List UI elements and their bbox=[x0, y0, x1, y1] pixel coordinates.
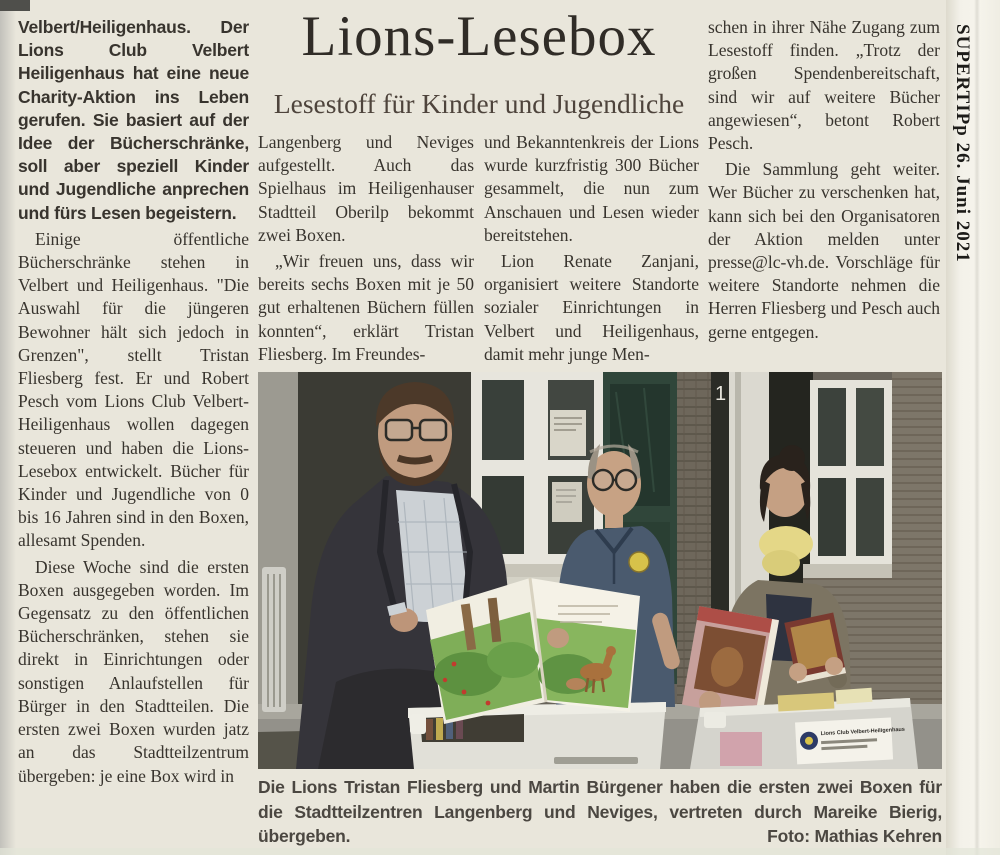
article-photo bbox=[258, 372, 942, 769]
body-paragraph: Einige öffentliche Bücherschränke stehen in Velbert und Heiligenhaus. "Die Auswahl für die jüngeren Bewohner hält sich jedoch in Grenzen", stellt Tristan Fliesberg fest. Er und Robert Pesch vom Lions Club Velbert-Heiligenhaus wollen dagegen steueren und haben die Lions-Lesebox entwickelt. Bücher für Kinder und Jugendliche von 0 bis 16 Jahren sind in den Boxen, allesamt Spenden. bbox=[18, 228, 249, 551]
body-paragraph: schen in ihrer Nähe Zugang zum Lesestoff finden. „Trotz der großen Spendenbereitschaft, sind wir auf weitere Bücher angewiesen“, betont Robert Pesch. bbox=[708, 17, 940, 154]
paper-crease bbox=[974, 0, 980, 855]
photo-credit: Foto: Mathias Kehren bbox=[757, 824, 942, 849]
caption-text: Die Lions Tristan Fliesberg und Martin Bürgener haben die ersten zwei Boxen für die Stadtteilzentren Langenberg und Neviges, vertreten durch Mareike Bierig, übergeben. bbox=[258, 777, 942, 846]
body-paragraph: Lion Renate Zanjani, organisiert weitere Standorte sozialer Einrichtungen in Velbert und Heiligenhaus, damit mehr junge Men- bbox=[484, 251, 699, 364]
photo-caption bbox=[258, 775, 942, 849]
text-column-4 bbox=[708, 16, 940, 373]
scan-bottom-edge bbox=[0, 848, 1000, 855]
railing bbox=[262, 567, 286, 712]
body-paragraph: Die Sammlung geht weiter. Wer Bücher zu verschenken hat, kann sich bei den Organisatoren der Aktion melden unter presse@lc-vh.de. Vorschläge für weitere Standorte nehmen die Herren Fliesberg und Pesch auch gerne entgegen. bbox=[708, 159, 940, 342]
body-paragraph: Langenberg und Neviges aufgestellt. Auch das Spielhaus im Heiligenhauser Stadtteil Oberilp bekommt zwei Boxen. bbox=[258, 132, 474, 245]
lead-paragraph: Velbert/Heiligenhaus. Der Lions Club Velbert Heiligenhaus hat eine neue Charity-Aktion ins Leben gerufen. Sie basiert auf der Idee der Bücherschränke, soll aber speziell Kinder und Jugendliche anprechen und fürs Lesen begeistern. bbox=[18, 17, 249, 223]
text-column-2 bbox=[258, 131, 474, 373]
article-headline: Lions-Lesebox bbox=[301, 5, 657, 68]
book-pink bbox=[682, 606, 779, 719]
box-label-title: Lions Club Velbert-Heiligenhaus bbox=[820, 726, 906, 738]
scan-left-edge-shadow bbox=[0, 0, 16, 855]
edition-date: SUPERTIPp 26. Juni 2021 bbox=[952, 24, 973, 263]
scan-corner-mark bbox=[0, 0, 30, 11]
photo-illustration bbox=[258, 372, 942, 769]
body-paragraph: Diese Woche sind die ersten Boxen ausgegeben worden. Im Gegensatz zu den öffentlichen Bücherschränken, stehen sie direkt in Einrichtungen oder sonstigen Anlaufstellen für Bürger in den Stadtteilen. Die ersten zwei Boxen wurden jatz an das Stadtteilzentrum übergeben: je eine Box wird in bbox=[18, 556, 249, 786]
box-label bbox=[795, 717, 906, 765]
lions-club-badge bbox=[629, 552, 649, 572]
house-number: 1 bbox=[715, 383, 727, 405]
body-paragraph: „Wir freuen uns, dass wir bereits sechs Boxen mit je 50 gut erhaltenen Büchern füllen konnten“, erklärt Tristan Fliesberg. Im Freundes- bbox=[258, 251, 474, 364]
text-column-3 bbox=[484, 131, 699, 373]
article-subheadline: Lesestoff für Kinder und Jugendliche bbox=[273, 88, 685, 119]
body-paragraph: und Bekanntenkreis der Lions wurde kurzfristig 300 Bücher gesammelt, die nun zum Anschauen und Lesen wieder bereitstehen. bbox=[484, 132, 699, 245]
text-column-1 bbox=[18, 16, 249, 851]
